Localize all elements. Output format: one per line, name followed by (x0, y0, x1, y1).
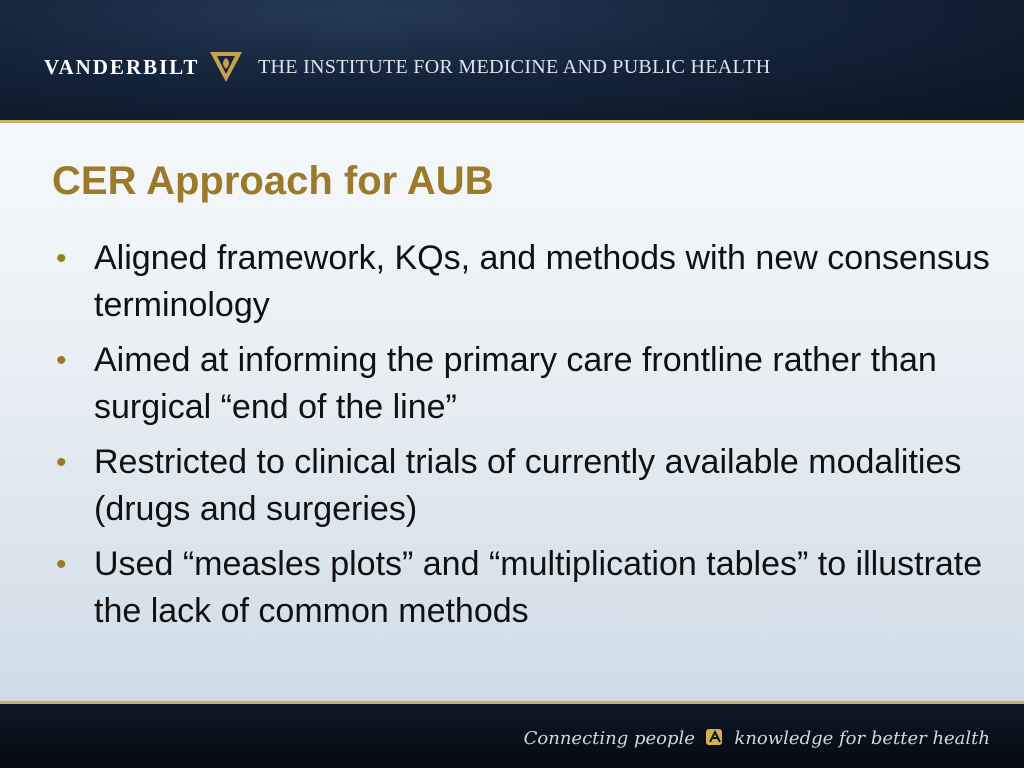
slide-title: CER Approach for AUB (52, 159, 494, 203)
vanderbilt-wordmark: VANDERBILT (44, 55, 200, 79)
bullet-dot-icon: • (56, 344, 67, 377)
bullet-text: Restricted to clinical trials of currently available modalities (drugs and surgeries) (94, 443, 962, 528)
bullet-text: Used “measles plots” and “multiplication tables” to illustrate the lack of common methods (94, 545, 983, 630)
footer-tagline (524, 726, 990, 749)
bullet-text: Aligned framework, KQs, and methods with new consensus terminology (94, 239, 990, 324)
bullet-item (56, 439, 996, 533)
bullet-dot-icon: • (56, 446, 67, 479)
bullet-dot-icon: • (56, 548, 67, 581)
bullet-item (56, 337, 996, 431)
slide-header (0, 0, 1024, 120)
bullet-list (56, 235, 996, 643)
tagline-right: knowledge for better health (734, 728, 990, 749)
bullet-dot-icon: • (56, 242, 67, 275)
ampersand-logo-icon (704, 726, 726, 748)
bullet-item (56, 235, 996, 329)
bullet-item (56, 541, 996, 635)
slide-content (0, 123, 1024, 701)
tagline-left: Connecting people (523, 728, 695, 749)
institute-name: THE INSTITUTE FOR MEDICINE AND PUBLIC HEALTH (258, 56, 771, 78)
bullet-text: Aimed at informing the primary care frontline rather than surgical “end of the line” (94, 341, 937, 426)
slide-footer (0, 704, 1024, 768)
vanderbilt-logo-icon (208, 50, 244, 84)
